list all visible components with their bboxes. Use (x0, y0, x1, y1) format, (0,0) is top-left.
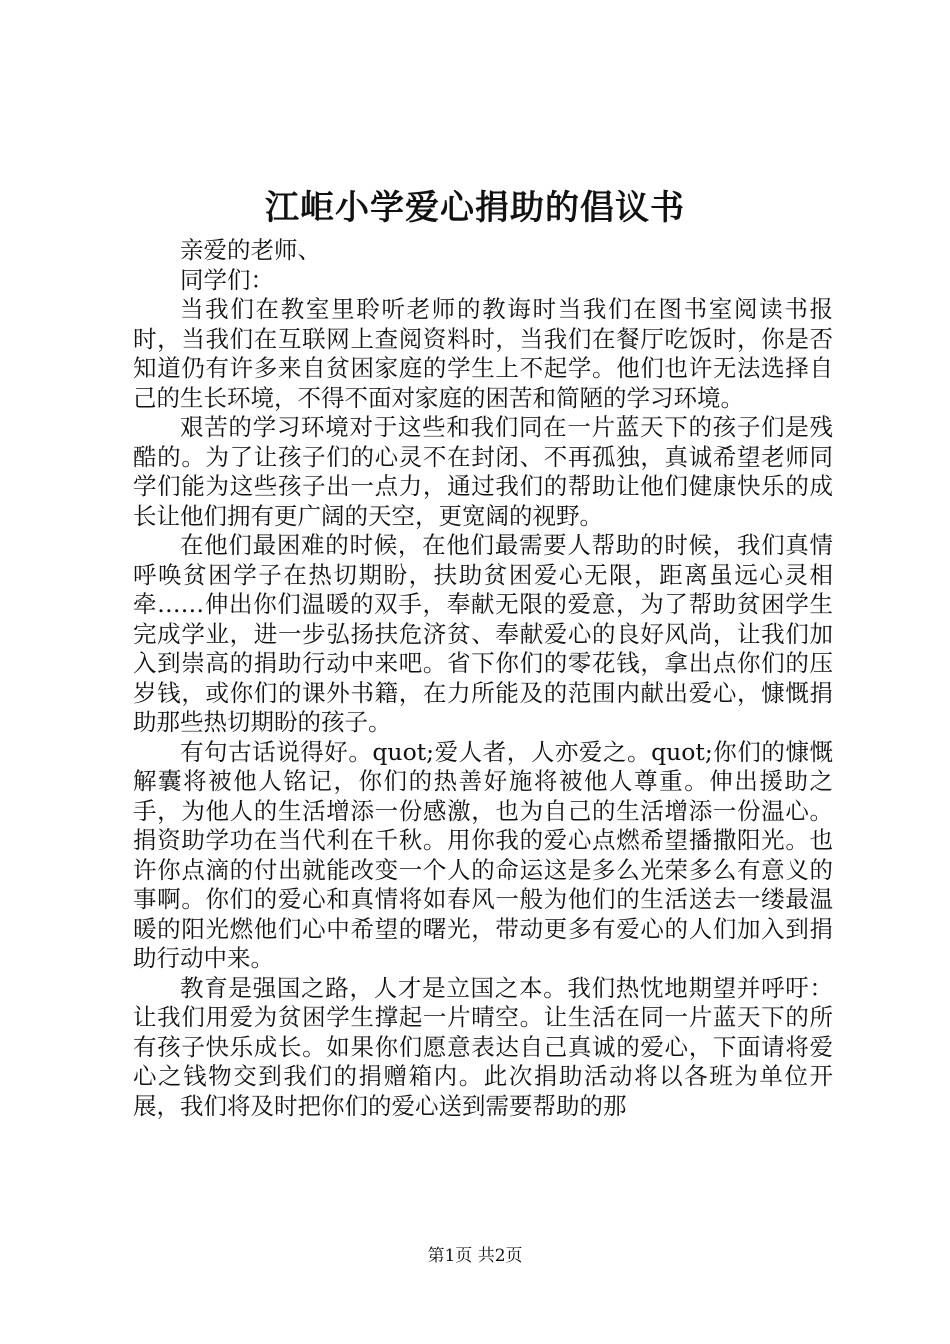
body-paragraph: 艰苦的学习环境对于这些和我们同在一片蓝天下的孩子们是残酷的。为了让孩子们的心灵不在封闭、不再孤独，真诚希望老师同学们能为这些孩子出一点力，通过我们的帮助让他们健康快乐的成长让他们拥有更广阔的天空，更宽阔的视野。 (133, 413, 833, 530)
body-paragraph: 当我们在教室里聆听老师的教诲时当我们在图书室阅读书报时，当我们在互联网上查阅资料时，当我们在餐厅吃饭时，你是否知道仍有许多来自贫困家庭的学生上不起学。他们也许无法选择自己的生长环境，不得不面对家庭的困苦和简陋的学习环境。 (133, 295, 833, 412)
body-paragraph: 在他们最困难的时候，在他们最需要人帮助的时候，我们真情呼唤贫困学子在热切期盼，扶助贫困爱心无限，距离虽远心灵相牵……伸出你们温暖的双手，奉献无限的爱意，为了帮助贫困学生完成学业，进一步弘扬扶危济贫、奉献爱心的良好风尚，让我们加入到崇高的捐助行动中来吧。省下你们的零花钱，拿出点你们的压岁钱，或你们的课外书籍，在力所能及的范围内献出爱心，慷慨捐助那些热切期盼的孩子。 (133, 531, 833, 736)
page-indicator: 第1页 共2页 (427, 1246, 523, 1266)
body-paragraph: 有句古话说得好。quot;爱人者，人亦爱之。quot;你们的慷慨解囊将被他人铭记，你们的热善好施将被他人尊重。伸出援助之手，为他人的生活增添一份感激，也为自己的生活增添一份温心。捐资助学功在当代利在千秋。用你我的爱心点燃希望播撒阳光。也许你点滴的付出就能改变一个人的命运这是多么光荣多么有意义的事啊。你们的爱心和真情将如春风一般为他们的生活送去一缕最温暖的阳光燃他们心中希望的曙光，带动更多有爱心的人们加入到捐助行动中来。 (133, 737, 833, 972)
body-paragraph: 教育是强国之路，人才是立国之本。我们热忱地期望并呼吁：让我们用爱为贫困学生撑起一片晴空。让生活在同一片蓝天下的所有孩子快乐成长。如果你们愿意表达自己真诚的爱心，下面请将爱心之钱物交到我们的捐赠箱内。此次捐助活动将以各班为单位开展，我们将及时把你们的爱心送到需要帮助的那 (133, 973, 833, 1120)
salutation-line: 同学们： (180, 265, 274, 294)
document-body (133, 236, 833, 1121)
document-title: 江岠小学爱心捐助的倡议书 (265, 188, 685, 228)
salutation-line: 亲爱的老师、 (180, 236, 321, 264)
page-footer (0, 1244, 950, 1268)
